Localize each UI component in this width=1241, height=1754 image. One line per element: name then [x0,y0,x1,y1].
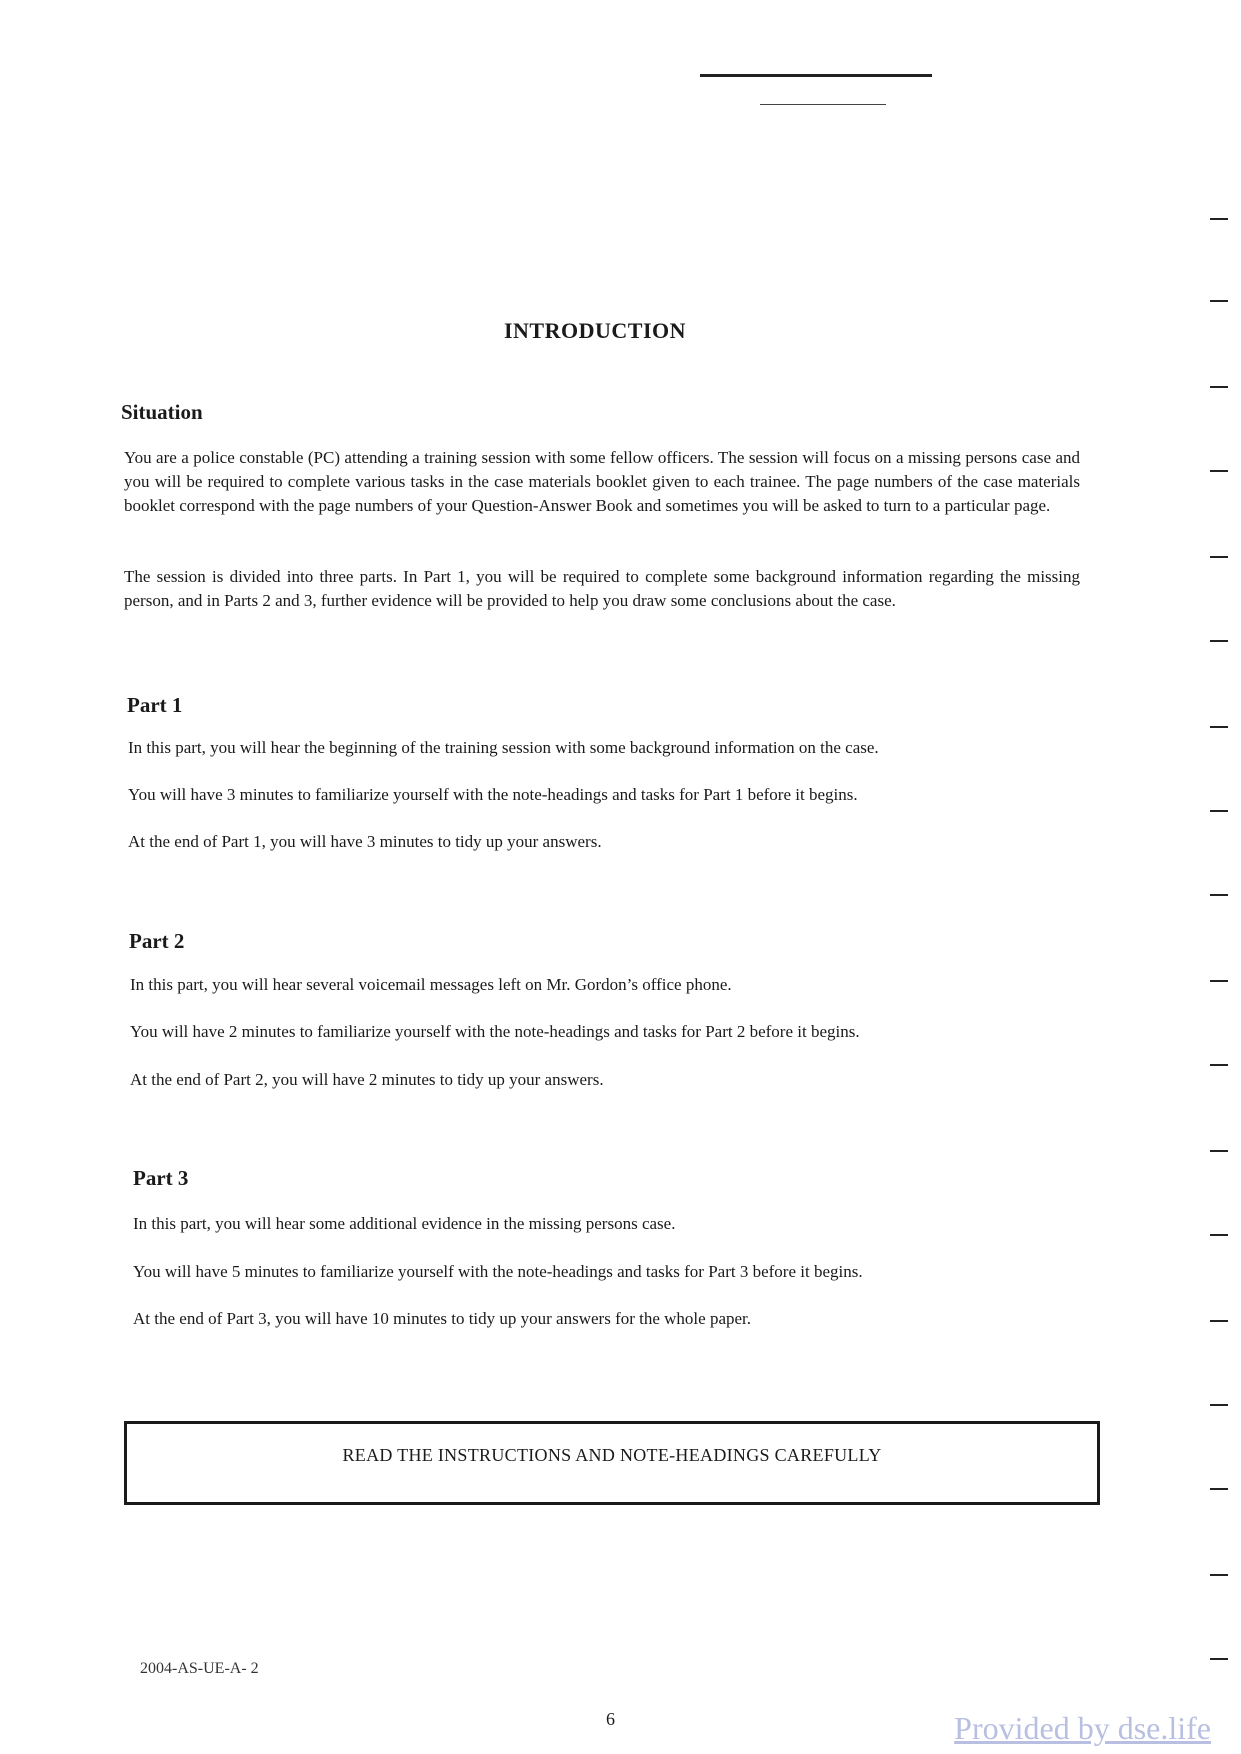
part-3-heading: Part 3 [133,1166,189,1190]
notice-text: READ THE INSTRUCTIONS AND NOTE-HEADINGS CAREFULLY [342,1444,882,1465]
margin-tick [1210,386,1228,388]
header-rule [700,74,932,77]
margin-tick [1210,218,1228,220]
part-3-line-2: You will have 5 minutes to familiarize yourself with the note-headings and tasks for Part 3 before it begins. [133,1262,863,1281]
margin-tick [1210,1320,1228,1322]
margin-tick [1210,300,1228,302]
watermark-link[interactable]: Provided by dse.life [954,1710,1211,1746]
margin-tick [1210,1574,1228,1576]
margin-tick [1210,1234,1228,1236]
part-3-line-1: In this part, you will hear some additional evidence in the missing persons case. [133,1214,676,1233]
margin-tick [1210,556,1228,558]
situation-paragraph-1: You are a police constable (PC) attending a training session with some fellow officers. The session will focus on a missing persons case and you will be required to complete various tasks in the case materials booklet given to each trainee. The page numbers of the case materials booklet correspond with the page numbers of your Question-Answer Book and sometimes you will be asked to turn to a particular page. [124,448,1080,515]
margin-tick [1210,640,1228,642]
paper-code: 2004-AS-UE-A- 2 [140,1660,259,1677]
margin-tick [1210,1404,1228,1406]
margin-tick [1210,1064,1228,1066]
situation-heading: Situation [121,400,203,424]
header-rule-short [760,104,886,105]
part-1-heading: Part 1 [127,693,183,717]
part-2-line-1: In this part, you will hear several voicemail messages left on Mr. Gordon’s office phone. [130,975,732,994]
margin-tick [1210,470,1228,472]
margin-tick [1210,1488,1228,1490]
part-1-line-2: You will have 3 minutes to familiarize yourself with the note-headings and tasks for Part 1 before it begins. [128,785,858,804]
part-3-line-3: At the end of Part 3, you will have 10 minutes to tidy up your answers for the whole paper. [133,1309,752,1328]
margin-tick [1210,1658,1228,1660]
margin-tick [1210,980,1228,982]
margin-tick [1210,726,1228,728]
margin-tick [1210,810,1228,812]
notice-box [124,1421,1100,1505]
part-1-line-1: In this part, you will hear the beginning of the training session with some background information on the case. [128,738,879,757]
page-title: INTRODUCTION [503,318,687,343]
part-2-heading: Part 2 [129,929,185,953]
part-2-line-3: At the end of Part 2, you will have 2 minutes to tidy up your answers. [130,1070,604,1089]
margin-tick [1210,894,1228,896]
margin-tick [1210,1150,1228,1152]
part-2-line-2: You will have 2 minutes to familiarize yourself with the note-headings and tasks for Part 2 before it begins. [130,1022,860,1041]
part-1-line-3: At the end of Part 1, you will have 3 minutes to tidy up your answers. [128,832,602,851]
situation-paragraph-2: The session is divided into three parts. In Part 1, you will be required to complete some background information regarding the missing person, and in Parts 2 and 3, further evidence will be provided to help you draw some conclusions about the case. [124,567,1080,610]
page-number: 6 [606,1709,615,1729]
